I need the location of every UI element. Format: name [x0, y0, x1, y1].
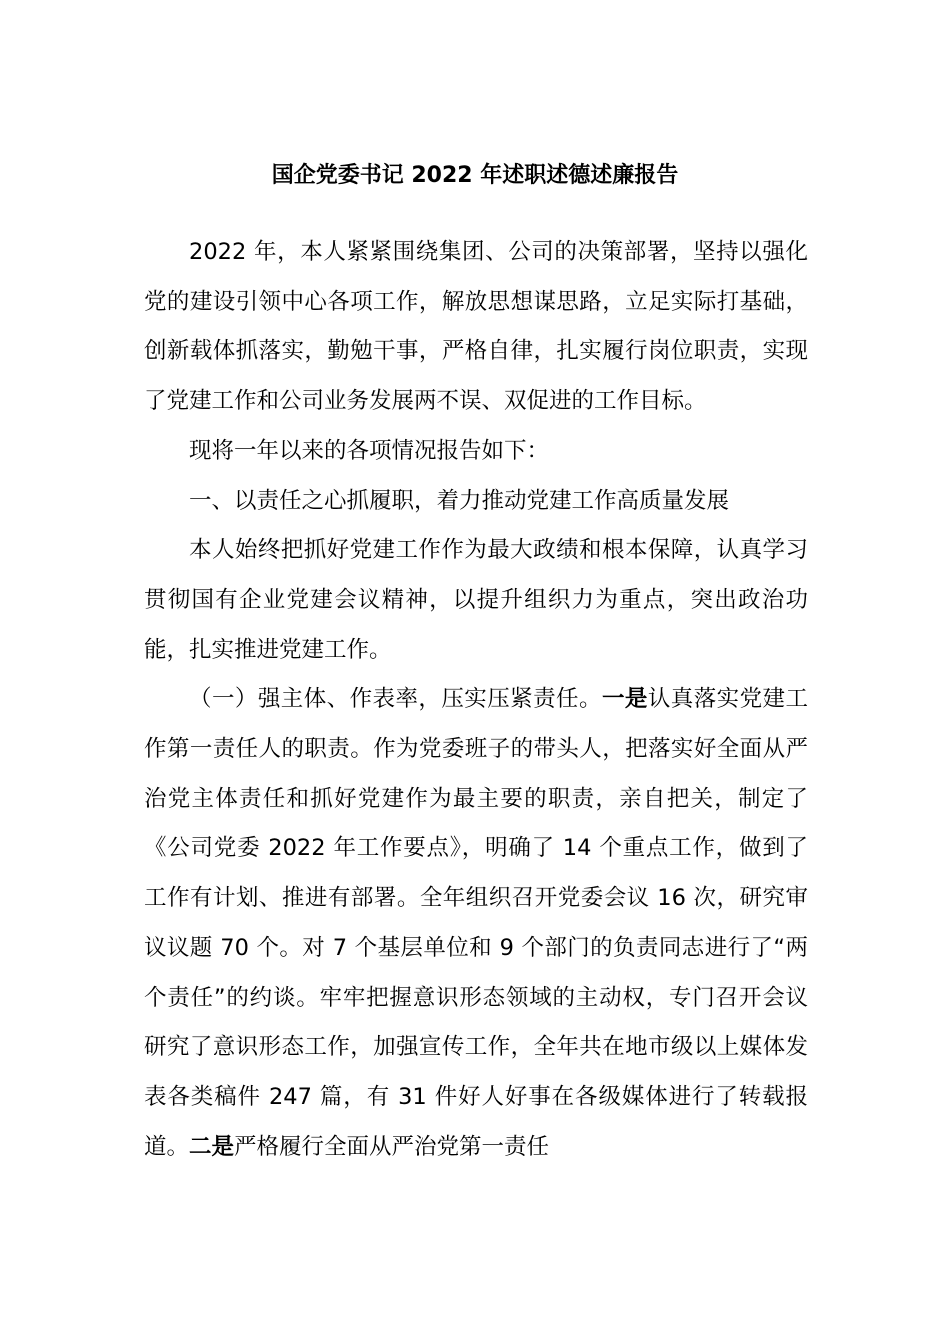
subsection-lead: （一）强主体、作表率，压实压紧责任。 [189, 686, 602, 713]
emphasis-first: 一是 [601, 686, 648, 713]
subsection-text-2: 严格履行全面从严治党第一责任 [234, 1133, 550, 1160]
paragraph-intro: 2022 年，本人紧紧围绕集团、公司的决策部署，坚持以强化党的建设引领中心各项工作，解放思想谋思路，立足实际打基础，创新载体抓落实，勤勉干事，严格自律，扎实履行岗位职责，实现了党建工作和公司业务发展两不误、双促进的工作目标。 [144, 239, 808, 415]
section-heading-1: 一、以责任之心抓履职，着力推动党建工作高质量发展 [189, 487, 730, 514]
paragraph-subsection-1 [144, 675, 808, 1172]
document-body [144, 228, 808, 1172]
emphasis-second: 二是 [189, 1133, 235, 1160]
subsection-text-1: 认真落实党建工作第一责任人的职责。作为党委班子的带头人，把落实好全面从严治党主体责任和抓好党建作为最主要的职责，亲自把关，制定了《公司党委 2022 年工作要点》，明确了 14 个重点工作，做到了工作有计划、推进有部署。全年组织召开党委会议 16 次，研究审议议题 70 个。对 7 个基层单位和 9 个部门的负责同志进行了“两个责任”的约谈。牢牢把握意识形态领域的主动权，专门召开会议研究了意识形态工作，加强宣传工作，全年共在地市级以上媒体发表各类稿件 247 篇，有 31 件好人好事在各级媒体进行了转载报道。 [144, 686, 808, 1160]
paragraph-section-1-intro: 本人始终把抓好党建工作作为最大政绩和根本保障，认真学习贯彻国有企业党建会议精神，以提升组织力为重点，突出政治功能，扎实推进党建工作。 [144, 537, 808, 663]
document-title: 国企党委书记 2022 年述职述德述廉报告 [271, 163, 679, 188]
paragraph-report-lead: 现将一年以来的各项情况报告如下： [189, 437, 550, 464]
